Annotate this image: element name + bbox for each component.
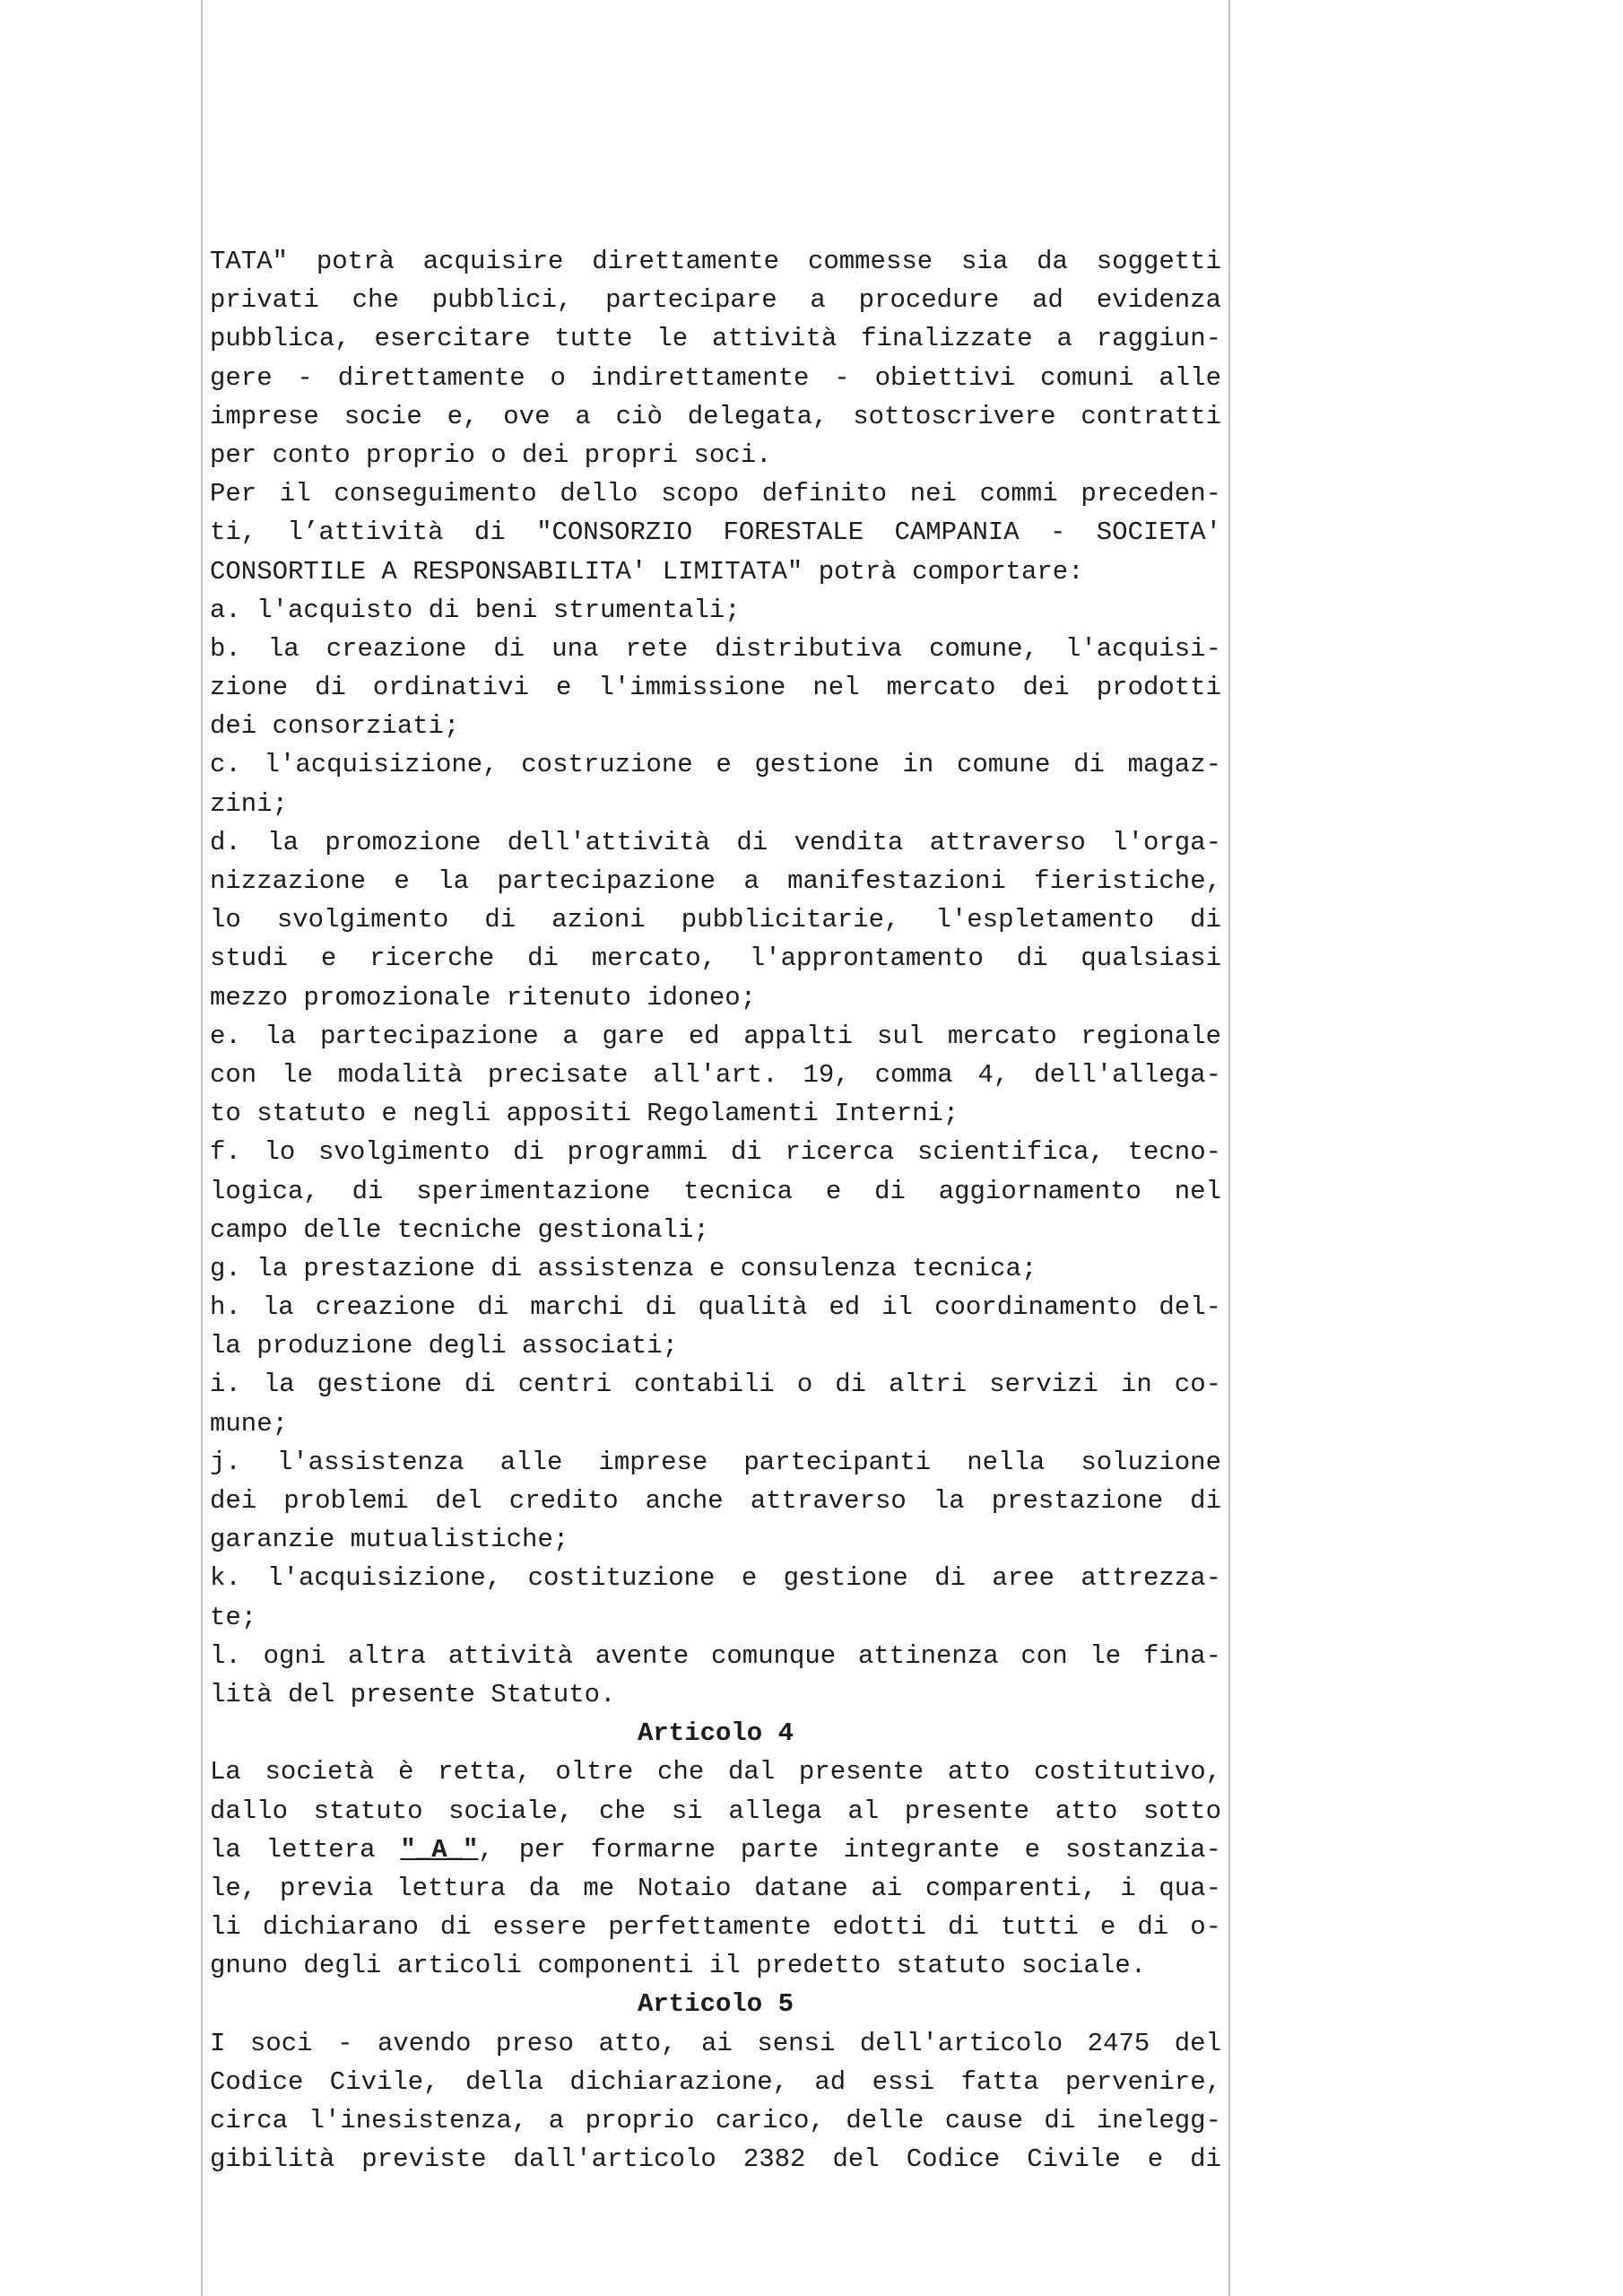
left-margin-line bbox=[201, 0, 203, 2296]
text-line: circa l'inesistenza, a proprio carico, delle cause di inelegg- bbox=[210, 2106, 1221, 2135]
text-line: gere - direttamente o indirettamente - obiettivi comuni alle bbox=[210, 362, 1221, 393]
text-line: dei consorziati; bbox=[210, 711, 460, 742]
text-line: e. la partecipazione a gare ed appalti sul mercato regionale bbox=[210, 1021, 1221, 1051]
heading-articolo-5: Articolo 5 bbox=[637, 1989, 794, 2020]
text-segment: la lettera bbox=[210, 1834, 401, 1865]
text-line: logica, di sperimentazione tecnica e di aggiornamento nel bbox=[210, 1176, 1221, 1206]
text-line: f. lo svolgimento di programmi di ricerca scientifica, tecno- bbox=[210, 1137, 1221, 1168]
text-line: mune; bbox=[210, 1408, 289, 1439]
text-line: g. la prestazione di assistenza e consulenza tecnica; bbox=[210, 1253, 1037, 1283]
text-line: CONSORTILE A RESPONSABILITA' LIMITATA" potrà comportare: bbox=[210, 556, 1084, 587]
text-line: gibilità previste dall'articolo 2382 del Codice Civile e di bbox=[210, 2144, 1221, 2175]
text-line: lo svolgimento di azioni pubblicitarie, l'espletamento di bbox=[210, 905, 1221, 935]
text-line: lità del presente Statuto. bbox=[210, 1679, 616, 1709]
text-line: a. l'acquisto di beni strumentali; bbox=[210, 595, 741, 625]
text-line: h. la creazione di marchi di qualità ed il coordinamento del- bbox=[210, 1292, 1221, 1323]
text-line: pubblica, esercitare tutte le attività finalizzate a raggiun- bbox=[210, 324, 1221, 354]
text-segment: , per formarne parte integrante e sostanzia- bbox=[478, 1834, 1221, 1865]
text-line: mezzo promozionale ritenuto idoneo; bbox=[210, 982, 757, 1013]
text-line: dei problemi del credito anche attraverso la prestazione di bbox=[210, 1486, 1221, 1516]
document-body bbox=[210, 242, 1221, 2179]
text-line: studi e ricerche di mercato, l'approntamento di qualsiasi bbox=[210, 944, 1221, 974]
text-line: to statuto e negli appositi Regolamenti Interni; bbox=[210, 1099, 959, 1129]
text-line: imprese socie e, ove a ciò delegata, sottoscrivere contratti bbox=[210, 401, 1221, 431]
text-line: la produzione degli associati; bbox=[210, 1331, 679, 1361]
text-line-with-bold bbox=[210, 1831, 1221, 1869]
text-line: Per il conseguimento dello scopo definito nei commi preceden- bbox=[210, 479, 1221, 509]
text-line: c. l'acquisizione, costruzione e gestione in comune di magaz- bbox=[210, 750, 1221, 780]
text-line: j. l'assistenza alle imprese partecipanti nella soluzione bbox=[210, 1447, 1221, 1477]
text-line: TATA" potrà acquisire direttamente commesse sia da soggetti bbox=[210, 247, 1221, 276]
text-line: gnuno degli articoli componenti il predetto statuto sociale. bbox=[210, 1951, 1147, 1981]
text-line: zione di ordinativi e l'immissione nel mercato dei prodotti bbox=[210, 673, 1221, 703]
text-line: I soci - avendo preso atto, ai sensi dell'articolo 2475 del bbox=[210, 2028, 1221, 2058]
heading-articolo-4: Articolo 4 bbox=[637, 1718, 794, 1749]
allegato-letter: "_A_" bbox=[400, 1834, 479, 1865]
text-line: li dichiarano di essere perfettamente edotti di tutti e di o- bbox=[210, 1912, 1221, 1943]
right-margin-line bbox=[1228, 0, 1230, 2296]
text-line: b. la creazione di una rete distributiva comune, l'acquisi- bbox=[210, 633, 1221, 664]
text-line: i. la gestione di centri contabili o di altri servizi in co- bbox=[210, 1370, 1221, 1400]
text-line: zini; bbox=[210, 788, 289, 819]
articolo-3-continuation bbox=[210, 242, 1221, 1714]
text-line: d. la promozione dell'attività di vendita attraverso l'orga- bbox=[210, 827, 1221, 857]
text-line: ti, l’attività di "CONSORZIO FORESTALE CAMPANIA - SOCIETA' bbox=[210, 517, 1221, 548]
text-line: te; bbox=[210, 1602, 257, 1632]
text-line: le, previa lettura da me Notaio datane ai comparenti, i qua- bbox=[210, 1873, 1221, 1903]
text-line: dallo statuto sociale, che si allega al presente atto sotto bbox=[210, 1796, 1221, 1826]
text-line: con le modalità precisate all'art. 19, comma 4, dell'allega- bbox=[210, 1059, 1221, 1090]
text-line: privati che pubblici, partecipare a procedure ad evidenza bbox=[210, 285, 1221, 316]
text-line: La società è retta, oltre che dal presente atto costitutivo, bbox=[210, 1757, 1221, 1787]
text-line: l. ogni altra attività avente comunque attinenza con le fina- bbox=[210, 1640, 1221, 1671]
text-line: campo delle tecniche gestionali; bbox=[210, 1214, 709, 1245]
text-line: per conto proprio o dei propri soci. bbox=[210, 439, 772, 470]
text-line: Codice Civile, della dichiarazione, ad essi fatta pervenire, bbox=[210, 2066, 1221, 2097]
text-line: k. l'acquisizione, costituzione e gestione di aree attrezza- bbox=[210, 1563, 1221, 1594]
text-line: garanzie mutualistiche; bbox=[210, 1525, 569, 1555]
text-line: nizzazione e la partecipazione a manifestazioni fieristiche, bbox=[210, 866, 1221, 896]
